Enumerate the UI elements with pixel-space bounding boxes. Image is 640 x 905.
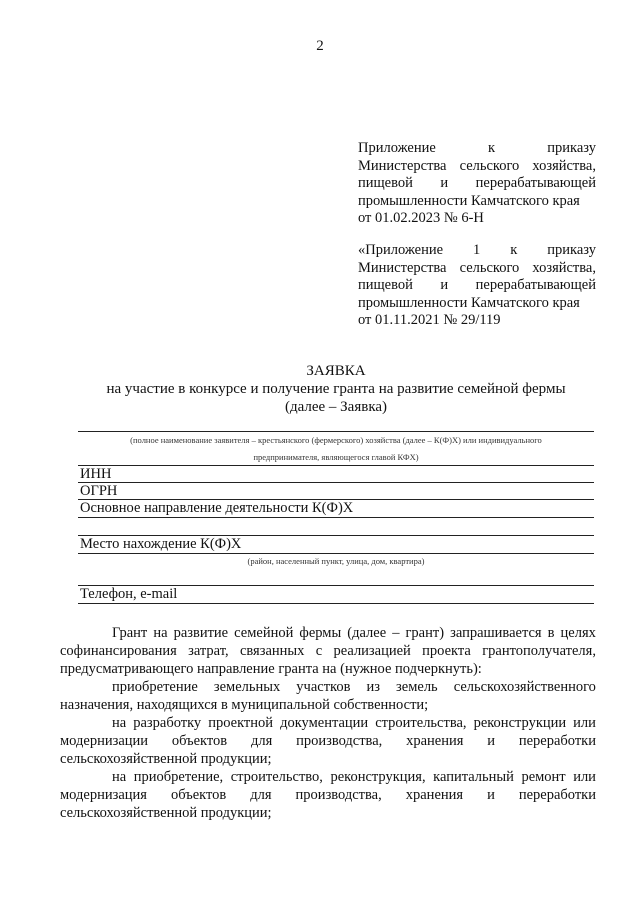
word: переработки [518,787,596,803]
paragraph-line [60,786,596,804]
word: капитальный [433,769,514,785]
word: хранения [405,787,464,803]
word: ремонт [521,769,566,785]
word: Приложение [358,140,436,156]
phone-email-label: Телефон, e-mail [80,586,178,602]
appendix-line: промышленности Камчатского края [358,294,580,311]
word: производства, [296,733,383,749]
word: земель [396,679,438,695]
word: и [440,175,449,191]
word: – [392,625,400,641]
word: грант) [405,625,445,641]
appendix-line: промышленности Камчатского края [358,192,580,209]
title-subtitle: на участие в конкурсе и получение гранта на развитие семейной фермы [106,381,566,397]
word: модернизации [60,733,149,749]
ogrn-label: ОГРН [80,483,118,499]
word: грантополучателя, [482,643,596,659]
word: Министерства [358,259,447,276]
word: объектов [171,733,228,749]
word: участков [296,679,351,695]
word: (далее [347,625,387,641]
location-caption: (район, населенный пункт, улица, дом, квартира) [247,556,425,566]
word: и [487,733,495,749]
appendix-line [358,260,596,278]
caption-line: (полное наименование заявителя – крестьянского (фермерского) хозяйства (далее – К(Ф)Х) или индивидуального [130,435,542,445]
word: или [573,769,596,785]
caption-line: предпринимателя, являющегося главой КФХ) [253,452,419,462]
word: реконструкции [473,715,567,731]
word: в [547,625,555,641]
word: приказу [547,242,596,258]
word: на [153,625,168,641]
word: документации [280,715,369,731]
appendix-line [358,175,596,193]
appendix-reference-1 [358,140,596,228]
paragraph-line [60,642,596,660]
word: Грант [112,625,148,641]
appendix-line [358,277,596,295]
word: «Приложение [358,242,444,258]
paragraph-line: предусматривающего направление гранта на (нужное подчеркнуть): [60,661,482,677]
word: семейной [234,625,294,641]
title-note: (далее – Заявка) [284,399,388,415]
word: фермы [299,625,342,641]
word: развитие [173,625,229,641]
word: приказу [547,140,596,156]
applicant-name-line [78,431,594,432]
word: с [315,643,323,659]
word: перерабатывающей [475,175,596,191]
word: или [573,715,596,731]
word: хозяйства, [532,259,596,276]
paragraph-line: назначения, находящихся в муниципальной собственности; [60,697,429,713]
word: хозяйства, [532,157,596,174]
word: для [250,733,273,749]
word: для [250,787,272,803]
word: приобретение, [133,769,224,785]
word: сельского [459,259,520,276]
word: к [510,242,518,258]
word: проекта [422,643,471,659]
applicant-caption [78,434,594,446]
document-title [0,362,640,416]
word: 1 [473,242,481,258]
word: сельского [459,157,520,174]
word: хранения [406,733,464,749]
inn-label: ИНН [80,466,112,482]
word: разработку [133,715,202,731]
location-line [78,553,594,554]
word: переработки [518,733,596,749]
option-design-documentation [60,714,596,732]
appendix-line [358,140,596,158]
paragraph-line [60,624,596,642]
word: и [440,277,449,293]
grant-purpose-text [60,624,596,822]
word: проектной [208,715,274,731]
main-direction-line [78,517,594,518]
page-number: 2 [316,38,324,54]
word: производства, [295,787,382,803]
word: на [112,715,127,731]
word: затрат, [188,643,229,659]
word: строительства, [375,715,467,731]
title-heading: ЗАЯВКА [306,363,366,379]
appendix-order-date: от 01.11.2021 № 29/119 [358,312,501,328]
location-label: Место нахождение К(Ф)Х [80,536,242,552]
main-direction-label: Основное направление деятельности К(Ф)Х [80,500,354,516]
word: строительство, [230,769,323,785]
word: реконструкция, [330,769,426,785]
field-rule [78,465,594,466]
word: перерабатывающей [475,277,596,293]
appendix-reference-2 [358,242,596,330]
word: реализацией [333,643,411,659]
word: модернизация [60,787,147,803]
appendix-line [358,242,596,260]
paragraph-line: сельскохозяйственной продукции; [60,805,272,821]
word: пищевой [358,175,413,191]
paragraph-line [60,732,596,750]
word: и [487,787,495,803]
word: на [112,769,127,785]
paragraph-line: сельскохозяйственной продукции; [60,751,272,767]
word: запрашивается [450,625,542,641]
word: к [488,140,496,156]
word: пищевой [358,277,413,293]
option-construction [60,768,596,786]
word: из [366,679,380,695]
appendix-line [358,158,596,176]
inn-line [78,482,594,483]
word: приобретение [112,679,198,695]
word: Министерства [358,157,447,174]
word: объектов [170,787,227,803]
appendix-order-date: от 01.02.2023 № 6-Н [358,210,484,226]
word: связанных [239,643,305,659]
applicant-caption-2 [78,451,594,463]
phone-email-line [78,603,594,604]
word: земельных [213,679,281,695]
word: софинансирования [60,643,177,659]
word: сельскохозяйственного [453,679,596,695]
word: целях [560,625,596,641]
option-land-acquisition [60,678,596,696]
